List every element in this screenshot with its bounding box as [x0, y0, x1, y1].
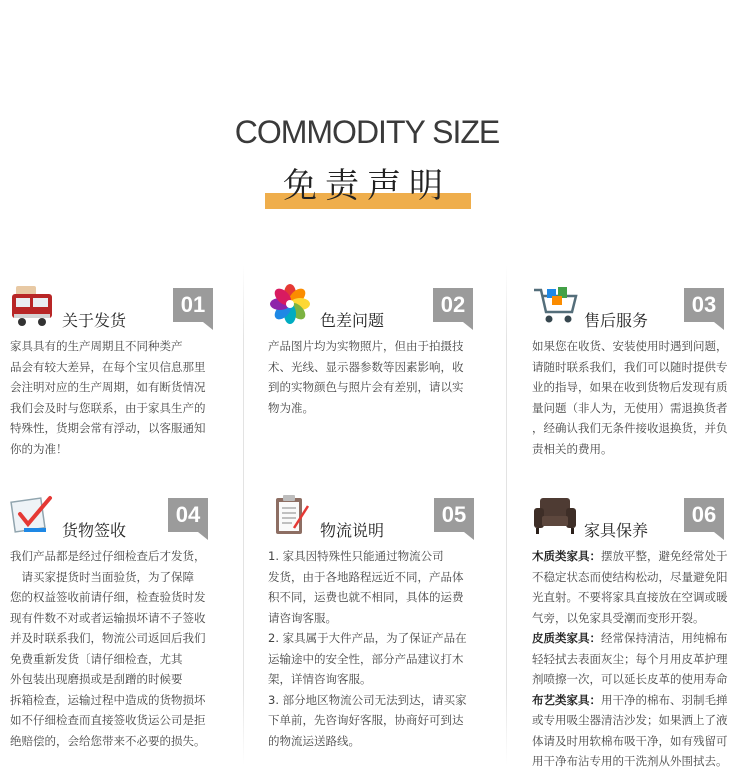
text-line: 下单前，先咨询好客服，协商好可到达	[268, 713, 464, 727]
text-line: 3. 部分地区物流公司无法到达，请买家	[268, 692, 467, 707]
category-label: 皮质类家具：	[532, 631, 601, 645]
section-number-tag: 03	[684, 288, 724, 322]
section-title: 物流说明	[320, 521, 385, 540]
text-line: 或专用吸尘器清洁沙发；如果洒上了液	[532, 713, 728, 727]
section-number-tag: 06	[684, 498, 724, 532]
text-line: 用干净布沾专用的干洗剂从外围拭去。	[532, 754, 728, 768]
text-line: 轻轻拭去表面灰尘；每个月用皮革护理	[532, 651, 728, 666]
section-number-tag: 04	[168, 498, 208, 532]
title-chinese: 免责声明	[283, 166, 451, 206]
text-line: 积不同，运费也就不相同，具体的运费	[268, 590, 464, 604]
text-line: 产品图片均为实物照片，但由于拍摄技	[268, 339, 464, 353]
column-divider	[506, 265, 507, 765]
color-wheel-icon	[268, 284, 316, 326]
text-line: 光直射。不要将家具直接放在空调或暖	[532, 590, 728, 604]
section-body	[532, 546, 728, 772]
section-body	[268, 336, 464, 418]
text-line: 特殊性，货期会常有浮动，以客服通知	[10, 421, 206, 435]
text-line: 物为准。	[268, 400, 314, 415]
text-line: 量问题（非人为，无使用）需退换货者	[532, 400, 728, 415]
text-line: 皮质类家具：经常保持清洁，用纯棉布	[532, 631, 728, 645]
text-line: 我们产品都是经过仔细检查后才发货，	[10, 549, 206, 563]
section-title: 家具保养	[584, 521, 649, 540]
text-line: 会注明对应的生产周期，如有断货情况	[10, 380, 206, 394]
section-number-tag: 02	[433, 288, 473, 322]
text-line: 布艺类家具：用干净的棉布、羽制毛掸	[532, 692, 728, 707]
text-line: 发货，由于各地路程远近不同，产品体	[268, 569, 464, 584]
text-line: 1. 家具因特殊性只能通过物流公司	[268, 549, 444, 563]
section-number-tag: 01	[173, 288, 213, 322]
category-label: 木质类家具：	[532, 549, 601, 563]
text-line: 架，详情咨询客服。	[268, 672, 372, 686]
title-english: COMMODITY SIZE	[234, 114, 500, 150]
section-title: 售后服务	[584, 311, 649, 330]
text-line: 并及时联系我们，物流公司返回后我们	[10, 631, 206, 645]
text-line: 运输途中的安全性，部分产品建议打木	[268, 651, 464, 666]
section-title: 色差问题	[320, 311, 385, 330]
text-line: 现有件数不对或者运输损坏请不子签收	[10, 610, 206, 625]
section-body	[10, 546, 206, 751]
text-line: 如果您在收货、安装使用时遇到问题，	[532, 339, 728, 353]
category-label: 布艺类家具：	[532, 692, 601, 707]
section-number-tag: 05	[434, 498, 474, 532]
text-line: 气旁，以免家具受潮而变形开裂。	[532, 610, 705, 625]
text-line: 请咨询客服。	[268, 610, 337, 625]
column-divider	[243, 265, 244, 765]
truck-icon	[10, 284, 58, 326]
text-line: 不稳定状态而使结构松动，尽量避免阳	[532, 569, 728, 584]
text-line: 家具具有的生产周期且不同种类产	[10, 339, 183, 353]
text-line: 你的为准！	[10, 441, 68, 456]
section-body	[532, 336, 728, 459]
armchair-icon	[532, 494, 580, 536]
text-line: 品会有较大差异，在每个宝贝信息那里	[10, 359, 206, 374]
text-line: 术、光线、显示器参数等因素影响，收	[268, 359, 464, 374]
text-line: 请买家提货时当面验货，为了保障	[10, 569, 194, 584]
text-line: 外包装出现磨损或是刮蹭的时候要	[10, 672, 183, 686]
text-line: 剂喷擦一次，可以延长皮革的使用寿命	[532, 672, 728, 686]
text-line: 免费重新发货〔请仔细检查，尤其	[10, 651, 183, 666]
shopping-cart-icon	[532, 284, 580, 326]
text-line: 到的实物颜色与照片会有差别，请以实	[268, 380, 464, 394]
section-body	[268, 546, 467, 751]
text-line: ，经确认我们无条件接收退换货，并负	[532, 421, 728, 435]
clipboard-icon	[268, 494, 316, 536]
text-line: 2. 家具属于大件产品，为了保证产品在	[268, 631, 467, 645]
text-line: 的物流运送路线。	[268, 733, 360, 748]
text-line: 拆箱检查，运输过程中造成的货物损坏	[10, 692, 206, 707]
text-line: 体请及时用软棉布吸干净，如有残留可	[532, 733, 728, 748]
text-line: 业的指导，如果在收到货物后发现有质	[532, 380, 728, 394]
text-line: 我们会及时与您联系，由于家具生产的	[10, 400, 206, 415]
text-line: 请随时联系我们，我们可以随时提供专	[532, 359, 728, 374]
text-line: 绝赔偿的，会给您带来不必要的损失。	[10, 733, 206, 748]
section-title: 货物签收	[62, 521, 127, 540]
checklist-icon	[10, 494, 58, 536]
section-title: 关于发货	[62, 311, 127, 330]
text-line: 木质类家具：摆放平整，避免经常处于	[532, 549, 728, 563]
text-line: 如不仔细检查而直接签收货运公司是拒	[10, 713, 206, 727]
section-body	[10, 336, 206, 459]
text-line: 您的权益签收前请仔细，检查验货时发	[10, 590, 206, 604]
text-line: 责相关的费用。	[532, 441, 613, 456]
